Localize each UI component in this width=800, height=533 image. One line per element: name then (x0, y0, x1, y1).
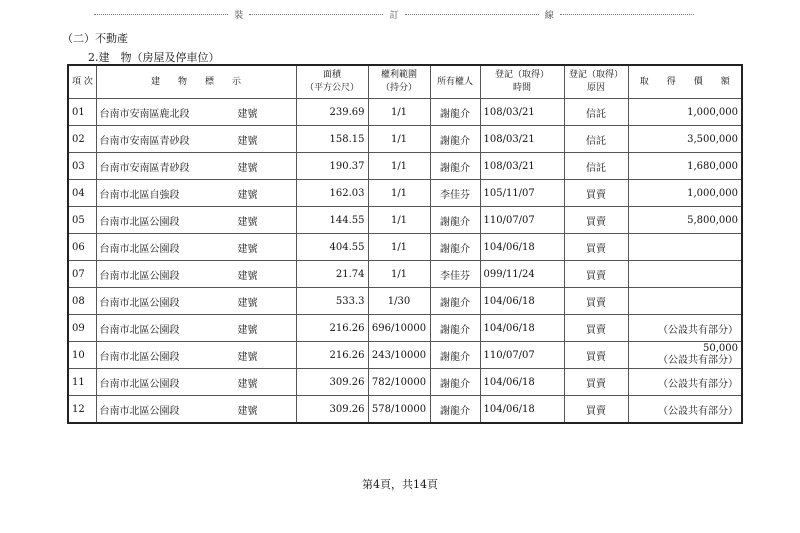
row-desc (96, 99, 296, 126)
row-area: 216.26 (296, 342, 368, 369)
row-date: 099/11/24 (480, 261, 564, 288)
row-share: 1/1 (368, 261, 430, 288)
header-desc: 建 物 標 示 (96, 65, 296, 99)
row-date: 108/03/21 (480, 126, 564, 153)
row-desc (96, 396, 296, 424)
row-owner: 謝龍介 (430, 207, 480, 234)
row-location: 台南市北區公園段 (99, 270, 180, 282)
binding-line (88, 8, 700, 21)
row-desc (96, 369, 296, 396)
row-price (628, 288, 742, 315)
row-price (628, 99, 742, 126)
table-row (68, 369, 742, 396)
row-no: 04 (68, 180, 96, 207)
row-owner: 謝龍介 (430, 288, 480, 315)
table-row (68, 396, 742, 424)
header-share (368, 65, 430, 99)
row-no: 07 (68, 261, 96, 288)
row-location: 台南市北區自強段 (99, 189, 180, 201)
row-desc (96, 261, 296, 288)
row-no: 03 (68, 153, 96, 180)
page-footer: 第4頁，共14頁 (362, 478, 438, 491)
table-row (68, 99, 742, 126)
row-reason: 買賣 (564, 261, 628, 288)
row-price-value: 3,500,000 (687, 133, 738, 145)
row-share: 243/10000 (368, 342, 430, 369)
row-desc (96, 126, 296, 153)
header-price: 取 得 價 額 (628, 65, 742, 99)
row-price-value: 1,000,000 (687, 106, 738, 118)
row-share: 782/10000 (368, 369, 430, 396)
row-no: 02 (68, 126, 96, 153)
row-area: 158.15 (296, 126, 368, 153)
row-price-value: 1,000,000 (687, 187, 738, 199)
row-reason: 信託 (564, 126, 628, 153)
row-no: 10 (68, 342, 96, 369)
row-date: 108/03/21 (480, 99, 564, 126)
binding-mark-ding: 訂 (389, 11, 399, 21)
row-price-note: （公設共有部分） (658, 324, 738, 336)
row-owner: 謝龍介 (430, 342, 480, 369)
section-title: （二）不動產 (62, 32, 128, 45)
row-desc (96, 180, 296, 207)
table-row (68, 315, 742, 342)
row-share: 1/1 (368, 126, 430, 153)
row-area: 309.26 (296, 369, 368, 396)
header-reg-reason (564, 65, 628, 99)
row-owner: 李佳芬 (430, 261, 480, 288)
row-date: 108/03/21 (480, 153, 564, 180)
row-area: 533.3 (296, 288, 368, 315)
row-area: 21.74 (296, 261, 368, 288)
row-reason: 買賣 (564, 396, 628, 424)
row-desc (96, 207, 296, 234)
row-location: 台南市北區公園段 (99, 378, 180, 390)
row-owner: 謝龍介 (430, 315, 480, 342)
row-date: 110/07/07 (480, 207, 564, 234)
row-price-value: 1,680,000 (687, 160, 738, 172)
row-area: 309.26 (296, 396, 368, 424)
header-reg-time-label: 登記（取得） (494, 70, 549, 80)
row-share: 1/1 (368, 99, 430, 126)
row-date: 104/06/18 (480, 234, 564, 261)
binding-mark-zhuang: 裝 (234, 11, 244, 21)
row-type: 建號 (237, 378, 258, 390)
header-area-unit: （平方公尺） (304, 83, 359, 93)
row-share: 578/10000 (368, 396, 430, 424)
row-reason: 買賣 (564, 234, 628, 261)
row-date: 104/06/18 (480, 288, 564, 315)
row-area: 162.03 (296, 180, 368, 207)
header-reg-reason-sub: 原因 (586, 83, 605, 93)
row-desc (96, 288, 296, 315)
row-price (628, 180, 742, 207)
row-desc (96, 153, 296, 180)
row-area: 404.55 (296, 234, 368, 261)
header-share-label: 權利範圍 (380, 70, 417, 80)
row-reason: 信託 (564, 99, 628, 126)
table-header-row (68, 65, 742, 99)
row-date: 104/06/18 (480, 369, 564, 396)
row-share: 1/30 (368, 288, 430, 315)
header-share-sub: （持分） (380, 83, 417, 93)
row-type: 建號 (237, 405, 258, 417)
row-price-note: （公設共有部分） (658, 355, 738, 366)
row-reason: 信託 (564, 153, 628, 180)
row-date: 105/11/07 (480, 180, 564, 207)
table-row (68, 342, 742, 369)
row-owner: 謝龍介 (430, 126, 480, 153)
row-no: 05 (68, 207, 96, 234)
row-date: 110/07/07 (480, 342, 564, 369)
row-reason: 買賣 (564, 207, 628, 234)
table-row (68, 288, 742, 315)
building-table (67, 64, 743, 424)
row-price-value: 50,000 (703, 343, 738, 354)
row-share: 1/1 (368, 207, 430, 234)
row-type: 建號 (237, 108, 258, 120)
row-price (628, 369, 742, 396)
binding-mark-xian: 線 (544, 11, 554, 21)
row-price-note: （公設共有部分） (658, 378, 738, 390)
row-owner: 謝龍介 (430, 234, 480, 261)
header-area-label: 面積 (322, 70, 341, 80)
row-location: 台南市北區公園段 (99, 351, 180, 363)
row-reason: 買賣 (564, 288, 628, 315)
row-type: 建號 (237, 270, 258, 282)
row-owner: 謝龍介 (430, 153, 480, 180)
row-share: 1/1 (368, 153, 430, 180)
row-location: 台南市北區公園段 (99, 324, 180, 336)
header-reg-time (480, 65, 564, 99)
table-row (68, 261, 742, 288)
row-share: 1/1 (368, 234, 430, 261)
row-no: 06 (68, 234, 96, 261)
table-row (68, 207, 742, 234)
row-desc (96, 234, 296, 261)
row-share: 696/10000 (368, 315, 430, 342)
row-price (628, 126, 742, 153)
row-price-value: 5,800,000 (687, 214, 738, 226)
header-reg-time-sub: 時間 (512, 83, 531, 93)
row-owner: 謝龍介 (430, 396, 480, 424)
row-price (628, 396, 742, 424)
row-reason: 買賣 (564, 180, 628, 207)
row-no: 01 (68, 99, 96, 126)
row-location: 台南市北區公園段 (99, 216, 180, 228)
row-location: 台南市北區公園段 (99, 297, 180, 309)
row-no: 09 (68, 315, 96, 342)
row-no: 12 (68, 396, 96, 424)
header-no: 項 次 (68, 65, 96, 99)
row-type: 建號 (237, 351, 258, 363)
row-date: 104/06/18 (480, 396, 564, 424)
table-row (68, 126, 742, 153)
row-type: 建號 (237, 162, 258, 174)
row-price (628, 261, 742, 288)
row-date: 104/06/18 (480, 315, 564, 342)
row-location: 台南市北區公園段 (99, 243, 180, 255)
row-reason: 買賣 (564, 342, 628, 369)
row-location: 台南市安南區青砂段 (99, 135, 190, 147)
row-location: 台南市安南區鹿北段 (99, 108, 190, 120)
row-no: 08 (68, 288, 96, 315)
row-area: 144.55 (296, 207, 368, 234)
row-type: 建號 (237, 189, 258, 201)
row-location: 台南市安南區青砂段 (99, 162, 190, 174)
row-price (628, 342, 742, 369)
row-type: 建號 (237, 243, 258, 255)
header-reg-reason-label: 登記（取得） (568, 70, 623, 80)
row-owner: 謝龍介 (430, 99, 480, 126)
row-type: 建號 (237, 297, 258, 309)
table-row (68, 180, 742, 207)
row-type: 建號 (237, 135, 258, 147)
row-area: 239.69 (296, 99, 368, 126)
row-area: 190.37 (296, 153, 368, 180)
row-price (628, 315, 742, 342)
header-area (296, 65, 368, 99)
row-owner: 李佳芬 (430, 180, 480, 207)
row-reason: 買賣 (564, 315, 628, 342)
row-owner: 謝龍介 (430, 369, 480, 396)
row-price (628, 207, 742, 234)
row-price (628, 153, 742, 180)
row-type: 建號 (237, 216, 258, 228)
row-price (628, 234, 742, 261)
row-desc (96, 315, 296, 342)
row-type: 建號 (237, 324, 258, 336)
subsection-title: 2.建 物（房屋及停車位） (88, 51, 220, 64)
table-row (68, 153, 742, 180)
row-share: 1/1 (368, 180, 430, 207)
row-price-note: （公設共有部分） (658, 405, 738, 417)
row-no: 11 (68, 369, 96, 396)
row-desc (96, 342, 296, 369)
row-location: 台南市北區公園段 (99, 405, 180, 417)
row-area: 216.26 (296, 315, 368, 342)
row-reason: 買賣 (564, 369, 628, 396)
table-row (68, 234, 742, 261)
header-owner: 所有權人 (430, 65, 480, 99)
